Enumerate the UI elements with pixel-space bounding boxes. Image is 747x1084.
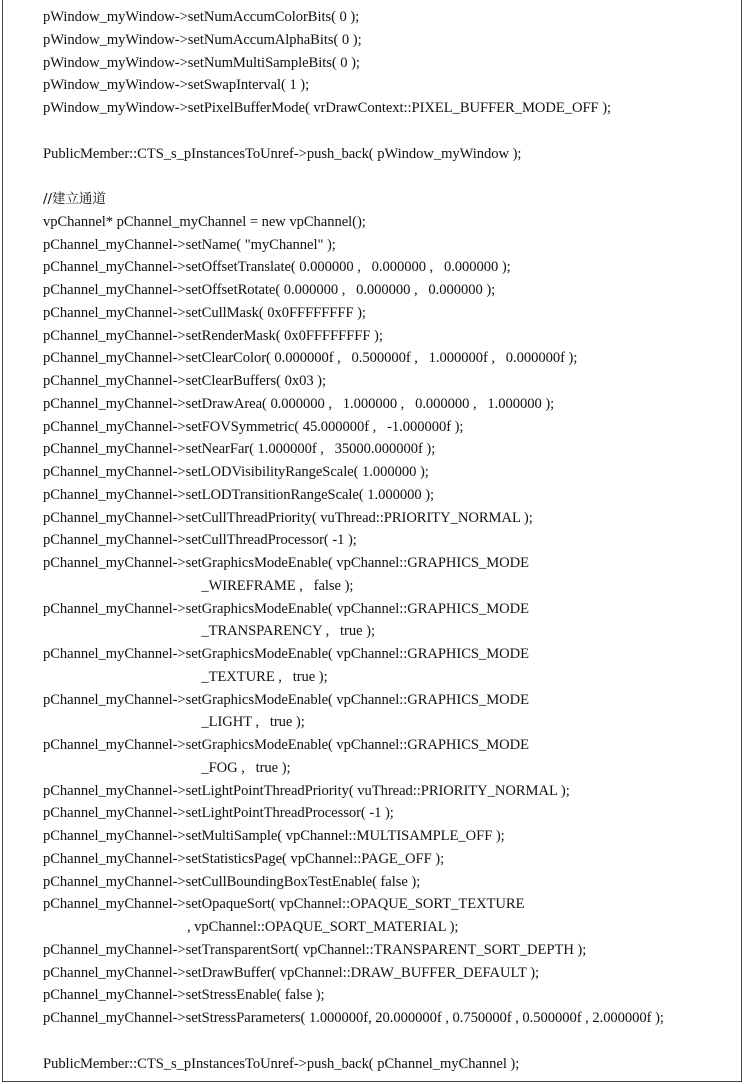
code-line: pChannel_myChannel->setStressParameters( 1.000000f, 20.000000f , 0.750000f , 0.500000f , 2.000000f ); (43, 1010, 664, 1026)
code-line: pChannel_myChannel->setName( "myChannel" ); (43, 236, 336, 253)
code-line: pWindow_myWindow->setSwapInterval( 1 ); (43, 77, 310, 94)
code-line: PublicMember::CTS_s_pInstancesToUnref->push_back( pChannel_myChannel ); (43, 1055, 520, 1072)
code-line: pChannel_myChannel->setTransparentSort( vpChannel::TRANSPARENT_SORT_DEPTH ); (43, 941, 587, 958)
code-listing-box (2, 0, 742, 1082)
code-line: pChannel_myChannel->setLightPointThreadPriority( vuThread::PRIORITY_NORMAL ); (43, 782, 570, 799)
code-comment: //建立通道 (43, 191, 106, 207)
code-line: pChannel_myChannel->setNearFar( 1.000000f , 35000.000000f ); (43, 441, 436, 458)
code-line: vpChannel* pChannel_myChannel = new vpChannel(); (43, 213, 366, 230)
code-line: pChannel_myChannel->setCullThreadProcessor( -1 ); (43, 532, 357, 549)
code-line: pChannel_myChannel->setGraphicsModeEnable( vpChannel::GRAPHICS_MODE (43, 600, 529, 617)
code-lines (43, 6, 743, 1075)
code-line: pChannel_myChannel->setDrawArea( 0.000000 , 1.000000 , 0.000000 , 1.000000 ); (43, 395, 555, 412)
code-line: pChannel_myChannel->setStressEnable( false ); (43, 987, 325, 1004)
code-line: pChannel_myChannel->setMultiSample( vpChannel::MULTISAMPLE_OFF ); (43, 828, 505, 844)
code-line: pChannel_myChannel->setClearColor( 0.000000f , 0.500000f , 1.000000f , 0.000000f ); (43, 350, 578, 367)
blank-line (43, 165, 743, 188)
code-line: pWindow_myWindow->setPixelBufferMode( vrDrawContext::PIXEL_BUFFER_MODE_OFF ); (43, 100, 612, 116)
code-line: pChannel_myChannel->setLODVisibilityRangeScale( 1.000000 ); (43, 464, 429, 480)
code-line: pChannel_myChannel->setOffsetRotate( 0.000000 , 0.000000 , 0.000000 ); (43, 282, 496, 298)
code-line-continuation: _LIGHT , true ); (43, 714, 305, 731)
code-line-continuation: _FOG , true ); (43, 759, 291, 776)
code-line: pChannel_myChannel->setOffsetTranslate( 0.000000 , 0.000000 , 0.000000 ); (43, 259, 511, 276)
code-line-continuation: _TRANSPARENCY , true ); (43, 623, 375, 640)
code-line: pChannel_myChannel->setLODTransitionRangeScale( 1.000000 ); (43, 486, 435, 503)
code-line-continuation: _WIREFRAME , false ); (43, 577, 354, 594)
code-line: pChannel_myChannel->setGraphicsModeEnable( vpChannel::GRAPHICS_MODE (43, 646, 529, 662)
code-line: pChannel_myChannel->setRenderMask( 0x0FFFFFFFF ); (43, 327, 383, 344)
blank-line (43, 1030, 743, 1053)
code-line-continuation: , vpChannel::OPAQUE_SORT_MATERIAL ); (43, 919, 459, 935)
code-line: pWindow_myWindow->setNumAccumColorBits( 0 ); (43, 9, 360, 25)
code-line: pChannel_myChannel->setGraphicsModeEnable( vpChannel::GRAPHICS_MODE (43, 555, 529, 571)
code-line: pChannel_myChannel->setDrawBuffer( vpChannel::DRAW_BUFFER_DEFAULT ); (43, 964, 540, 981)
code-line: pChannel_myChannel->setLightPointThreadProcessor( -1 ); (43, 805, 394, 822)
code-line: pWindow_myWindow->setNumAccumAlphaBits( 0 ); (43, 31, 362, 48)
code-line: pChannel_myChannel->setGraphicsModeEnable( vpChannel::GRAPHICS_MODE (43, 737, 529, 753)
code-line: pChannel_myChannel->setOpaqueSort( vpChannel::OPAQUE_SORT_TEXTURE (43, 896, 525, 913)
code-line: pChannel_myChannel->setCullBoundingBoxTestEnable( false ); (43, 873, 421, 890)
code-line: PublicMember::CTS_s_pInstancesToUnref->push_back( pWindow_myWindow ); (43, 145, 522, 162)
blank-line (43, 120, 743, 143)
code-line: pChannel_myChannel->setCullMask( 0x0FFFFFFFF ); (43, 304, 366, 321)
code-line: pChannel_myChannel->setClearBuffers( 0x03 ); (43, 373, 326, 389)
code-line: pChannel_myChannel->setStatisticsPage( vpChannel::PAGE_OFF ); (43, 850, 445, 867)
code-line: pChannel_myChannel->setFOVSymmetric( 45.000000f , -1.000000f ); (43, 418, 464, 435)
code-line: pWindow_myWindow->setNumMultiSampleBits( 0 ); (43, 54, 360, 71)
code-line-continuation: _TEXTURE , true ); (43, 668, 328, 685)
code-line: pChannel_myChannel->setGraphicsModeEnable( vpChannel::GRAPHICS_MODE (43, 691, 529, 708)
code-line: pChannel_myChannel->setCullThreadPriority( vuThread::PRIORITY_NORMAL ); (43, 509, 533, 526)
